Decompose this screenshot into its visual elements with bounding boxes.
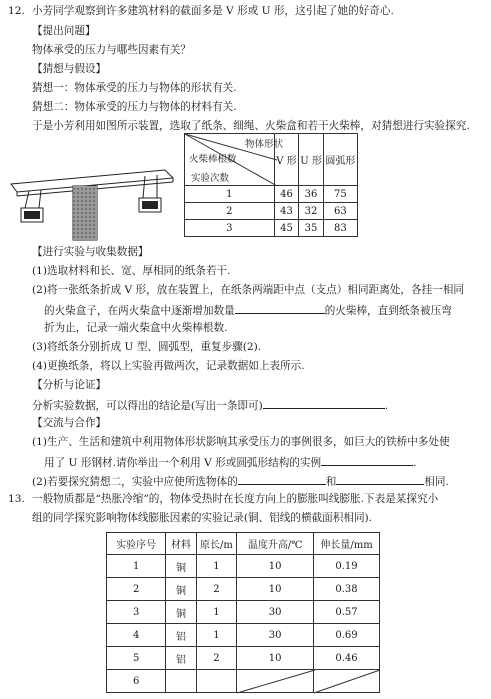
heading-experiment: 【进行实验与收集数据】 [32, 246, 149, 258]
cell: 2 [196, 647, 236, 670]
apparatus-figure [5, 148, 183, 248]
table-row [107, 578, 380, 601]
cell-crossed [237, 670, 314, 693]
table-row [185, 186, 358, 203]
step-2b: 的火柴盒子，在两火柴盒中逐渐增加数量 的火柴棒，直到纸条被压弯 [44, 302, 452, 318]
cell: 10 [237, 578, 314, 601]
cell: 10 [237, 555, 314, 578]
q12-intro: 小芳同学观察到许多建筑材料的截面多是 V 形或 U 形，这引起了她的好奇心. [32, 5, 394, 17]
analysis-line: 分析实验数据，可以得出的结论是(写出一条即可) . [32, 397, 388, 413]
step-3: (3)将纸条分别折成 U 型、圆弧型，重复步骤(2). [32, 341, 262, 353]
cell: 铝 [166, 647, 196, 670]
cell-blank[interactable] [196, 670, 236, 693]
cell: 36 [299, 186, 324, 203]
cell: 0.38 [314, 578, 380, 601]
step-1: (1)选取材料和长、宽、厚相同的纸条若干. [32, 265, 231, 277]
heading-communication: 【交流与合作】 [32, 417, 107, 429]
step-4: (4)更换纸条，将以上实验再做两次，记录数据如上表所示. [32, 360, 305, 372]
header-cell: 伸长量/mm [314, 533, 380, 555]
heading-question: 【提出问题】 [32, 25, 96, 37]
cell: 1 [196, 555, 236, 578]
step-2a: (2)将一张纸条折成 V 形，放在装置上，在纸条两端距中点（支点）相同距离处，各挂一相同 [32, 284, 464, 296]
cell: 1 [196, 601, 236, 624]
comm-1b: 用了 U 形钢材.请你举出一个利用 V 形或圆弧形结构的实例 . [44, 454, 416, 470]
table-row [185, 203, 358, 220]
q12-number: 12. [8, 5, 25, 17]
comm-1a: (1)生产、生活和建筑中利用物体形状影响其承受压力的事例很多，如巨大的铁桥中多处使 [32, 436, 450, 448]
q13-intro-1: 一般物质都是“热胀冷缩”的，物体受热时在长度方向上的膨胀叫线膨胀.下表是某探究小 [32, 493, 439, 505]
comm-2: (2)若要探究猜想二，实验中应使所选物体的 和 相同. [32, 473, 449, 489]
cell: 32 [299, 203, 324, 220]
heading-hypothesis: 【猜想与假设】 [32, 63, 107, 75]
cell: 5 [107, 647, 166, 670]
header-count-label: 火柴棒根数 [189, 154, 237, 165]
matchstick-table [184, 133, 358, 237]
setup-text: 于是小芳利用如图所示装置，选取了纸条、细绳、火柴盒和若干火柴棒，对猜想进行实验探究. [32, 120, 470, 132]
cell: 铜 [166, 555, 196, 578]
q13-number: 13. [8, 493, 25, 505]
cell: 2 [196, 578, 236, 601]
blank-example[interactable] [321, 454, 413, 466]
table-row [107, 555, 380, 578]
col-arc-shape: 圆弧形 [323, 134, 357, 186]
col-v-shape: V 形 [274, 134, 299, 186]
cell: 铝 [166, 624, 196, 647]
header-cell: 实验序号 [107, 533, 166, 555]
blank-attr-2[interactable] [336, 473, 424, 485]
cell: 83 [323, 220, 357, 237]
heading-analysis: 【分析与论证】 [32, 379, 107, 391]
table-diagonal-header [185, 134, 284, 186]
cell: 10 [237, 647, 314, 670]
header-cell: 原长/m [196, 533, 236, 555]
question-text: 物体承受的压力与哪些因素有关？ [32, 44, 191, 56]
cell: 45 [274, 220, 299, 237]
cell: 4 [107, 624, 166, 647]
header-trial-label: 实验次数 [191, 173, 230, 184]
cell: 铜 [166, 578, 196, 601]
hypothesis-2: 猜想二：物体承受的压力与物体的材料有关. [32, 101, 237, 113]
table-row [107, 601, 380, 624]
cell: 3 [107, 601, 166, 624]
cell: 30 [237, 601, 314, 624]
cell: 63 [323, 203, 357, 220]
blank-attr-1[interactable] [238, 473, 326, 485]
cell: 46 [274, 186, 299, 203]
cell: 3 [185, 220, 275, 237]
cell: 43 [274, 203, 299, 220]
step-2c: 折为止，记录一端火柴盒中火柴棒根数. [44, 322, 228, 334]
header-shape-label: 物体形状 [245, 139, 284, 150]
header-cell: 材料 [166, 533, 196, 555]
col-u-shape: U 形 [299, 134, 324, 186]
blank-quantity[interactable] [235, 302, 325, 314]
cell: 1 [196, 624, 236, 647]
cell: 75 [323, 186, 357, 203]
cell: 1 [185, 186, 275, 203]
table-header-row [107, 533, 380, 555]
cell: 0.19 [314, 555, 380, 578]
cell: 2 [107, 578, 166, 601]
cell-crossed [314, 670, 380, 693]
cell: 0.57 [314, 601, 380, 624]
table-row-blank [107, 670, 380, 693]
cell: 铜 [166, 601, 196, 624]
table-row [107, 647, 380, 670]
cell-blank[interactable] [166, 670, 196, 693]
table-row [185, 220, 358, 237]
table-row [107, 624, 380, 647]
cell: 1 [107, 555, 166, 578]
expansion-table [106, 532, 380, 693]
cell: 0.46 [314, 647, 380, 670]
cell: 6 [107, 670, 166, 693]
q13-intro-2: 组的同学探究影响物体线膨胀因素的实验记录(铜、铝线的横截面积相同). [32, 512, 373, 524]
cell: 0.69 [314, 624, 380, 647]
header-cell: 温度升高/℃ [237, 533, 314, 555]
cell: 2 [185, 203, 275, 220]
hypothesis-1: 猜想一：物体承受的压力与物体的形状有关. [32, 82, 237, 94]
cell: 35 [299, 220, 324, 237]
blank-conclusion[interactable] [263, 397, 385, 409]
cell: 30 [237, 624, 314, 647]
